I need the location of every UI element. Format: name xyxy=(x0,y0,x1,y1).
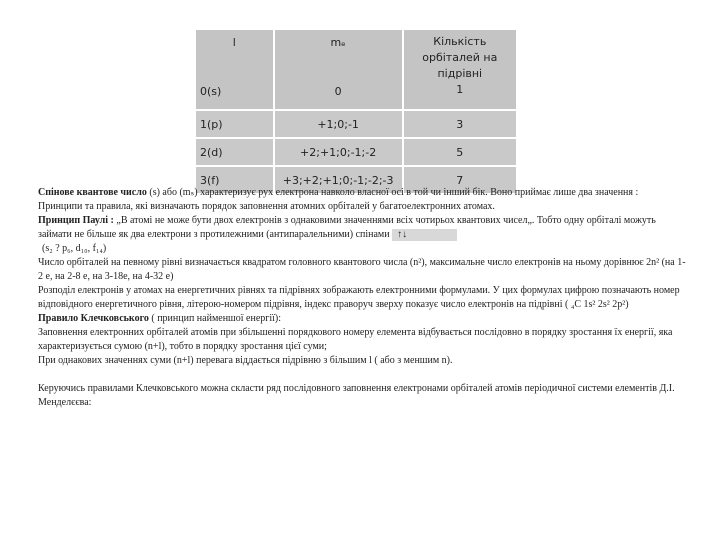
cell-m-0: 0 xyxy=(334,85,342,98)
header-l-text: l xyxy=(232,36,236,49)
distribution-paragraph: Розподіл електронів у атомах на енергетичних рівнях та підрівнях зображають електронними формулами. У цих формулах цифрою позначають номер відповідного енергетичного рівня, літерою-номером підрівня, індекс праворуч зверху показує число електронів на підрівні ( ₄С 1s² 2s² 2p²) xyxy=(38,285,680,310)
pauli-paragraph xyxy=(38,214,688,242)
cell-count-0: 1 xyxy=(456,83,464,96)
capacity-line: (s₂ ? p₆, d₁₀, f₁₄) xyxy=(42,243,107,254)
cell-l-2: 2(d) xyxy=(195,138,274,166)
klechkovsky-term: Правило Клечковського xyxy=(38,313,149,324)
header-count xyxy=(403,29,517,110)
pauli-body: „В атомі не може бути двох електронів з однаковими значеннями всіх чотирьох квантових чисел„. Тобто одну орбіталі можуть займати не більше як два електрони з протилежними (антипаралельними) спінами xyxy=(38,215,656,240)
pauli-term: Принцип Паулі : xyxy=(38,215,114,226)
cell-l-3: 3(f) xyxy=(195,166,274,194)
cell-m-3: +3;+2;+1;0;-1;-2;-3 xyxy=(274,166,403,194)
klechkovsky-sub: ( принцип найменшої енергії): xyxy=(148,313,282,324)
cell-count-1: 3 xyxy=(403,110,517,138)
max-electrons: Число орбіталей на певному рівні визначається квадратом головного квантового числа (n²), максимальне число електронів на ньому дорівнює 2n² (на 1-2 е, на 2-8 е, на 3-18е, на 4-32 е) xyxy=(38,257,686,282)
principles-intro: Принципи та правила, які визначають порядок заповнення атомних орбіталей у багатоелектронних атомах. xyxy=(38,201,495,212)
spin-paragraph xyxy=(38,186,688,200)
header-l xyxy=(195,29,274,110)
header-m xyxy=(274,29,403,110)
cell-m-2: +2;+1;0;-1;-2 xyxy=(274,138,403,166)
klechkovsky-heading xyxy=(38,312,688,326)
cell-m-1: +1;0;-1 xyxy=(274,110,403,138)
body-text xyxy=(38,186,688,410)
klechkovsky-rule-2: При однакових значеннях суми (n+l) перевага віддається підрівню з більшим l ( або з меншим n). xyxy=(38,355,453,366)
cell-count-3: 7 xyxy=(403,166,517,194)
header-count-text: Кількість орбіталей на підрівні xyxy=(422,35,498,80)
conclusion: Керуючись правилами Клечковського можна скласти ряд послідовного заповнення електронами орбіталей атомів періодичної системи елементів Д.І. Менделєєва: xyxy=(38,383,675,408)
table-row xyxy=(195,110,517,138)
header-m-text: mₑ xyxy=(330,36,346,49)
spin-body: (s) або (mₛ) характеризує рух електрона навколо власної осі в той чи інший бік. Воно приймає лише два значення : xyxy=(146,187,639,198)
table-header-row xyxy=(195,29,517,110)
quantum-numbers-table xyxy=(194,28,518,195)
cell-count-2: 5 xyxy=(403,138,517,166)
cell-l-1: 1(p) xyxy=(195,110,274,138)
spin-arrows: ↑↓ xyxy=(392,229,457,241)
table-row xyxy=(195,138,517,166)
spin-term: Спінове квантове число xyxy=(38,187,147,198)
klechkovsky-rule-1: Заповнення електронних орбіталей атомів при збільшенні порядкового номеру елемента відбувається послідовно в порядку зростання їх енергії, яка характеризується сумою (n+l), тобто в порядку зростання цієї суми; xyxy=(38,327,673,352)
cell-l-0: 0(s) xyxy=(200,85,222,98)
